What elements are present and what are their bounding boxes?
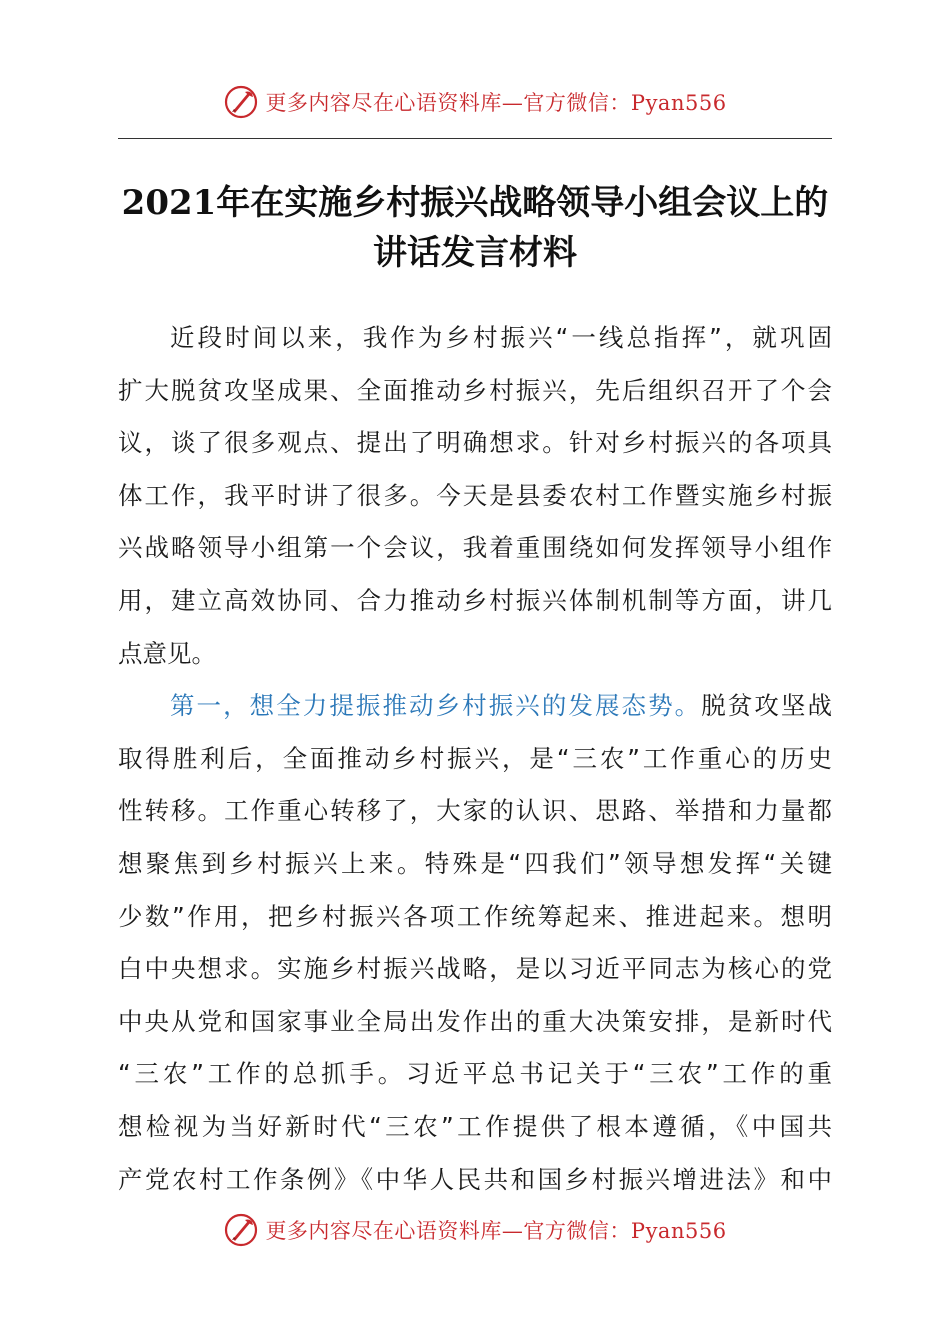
footer-banner — [0, 1210, 950, 1250]
header-banner — [0, 82, 950, 122]
header-banner-text: 更多内容尽在心语资料库—官方微信：Pyan556 — [265, 91, 727, 115]
paragraph-2-line: 想检视为当好新时代“三农”工作提供了根本遵循，《中国共 — [118, 1111, 832, 1141]
footer-banner-text: 更多内容尽在心语资料库—官方微信：Pyan556 — [265, 1219, 727, 1243]
paragraph-2-first-line — [118, 680, 832, 733]
paragraph-2-line: 性转移。工作重心转移了，大家的认识、思路、举措和力量都 — [118, 796, 832, 826]
paragraph-2-line: 取得胜利后，全面推动乡村振兴，是“三农”工作重心的历史 — [118, 743, 832, 773]
quill-logo-icon — [223, 84, 259, 120]
paragraph-1-line: 兴战略领导小组第一个会议，我着重围绕如何发挥领导小组作 — [118, 533, 832, 563]
paragraph-2-line: 中央从党和国家事业全局出发作出的重大决策安排，是新时代 — [118, 1006, 832, 1036]
section-heading: 第一，想全力提振推动乡村振兴的发展态势。 — [170, 691, 702, 721]
paragraph-2-line: 少数”作用，把乡村振兴各项工作统筹起来、推进起来。想明 — [118, 901, 832, 931]
document-body — [118, 312, 832, 1206]
header-divider — [118, 138, 832, 139]
title-line-2: 讲话发言材料 — [373, 233, 577, 273]
document-title — [110, 178, 840, 278]
title-line-1: 2021年在实施乡村振兴战略领导小组会议上的 — [121, 183, 829, 223]
paragraph-2-line: 想聚焦到乡村振兴上来。特殊是“四我们”领导想发挥“关键 — [118, 848, 832, 878]
paragraph-1-line: 点意见。 — [118, 638, 216, 668]
paragraph-1-line: 议，谈了很多观点、提出了明确想求。针对乡村振兴的各项具 — [118, 428, 832, 458]
paragraph-1-line: 用，建立高效协同、合力推动乡村振兴体制机制等方面，讲几 — [118, 585, 832, 615]
paragraph-2-line: 产党农村工作条例》《中华人民共和国乡村振兴增进法》和中 — [118, 1164, 832, 1194]
paragraph-1-line: 近段时间以来，我作为乡村振兴“一线总指挥”，就巩固 — [170, 323, 832, 352]
paragraph-1-line: 体工作，我平时讲了很多。今天是县委农村工作暨实施乡村振 — [118, 480, 832, 510]
paragraph-2-line: 白中央想求。实施乡村振兴战略，是以习近平同志为核心的党 — [118, 954, 832, 984]
paragraph-2-line: “三农”工作的总抓手。习近平总书记关于“三农”工作的重 — [118, 1059, 832, 1089]
paragraph-2-first-line-rest: 脱贫攻坚战 — [701, 691, 832, 721]
paragraph-1-line: 扩大脱贫攻坚成果、全面推动乡村振兴，先后组织召开了个会 — [118, 375, 832, 405]
quill-logo-icon — [223, 1212, 259, 1248]
